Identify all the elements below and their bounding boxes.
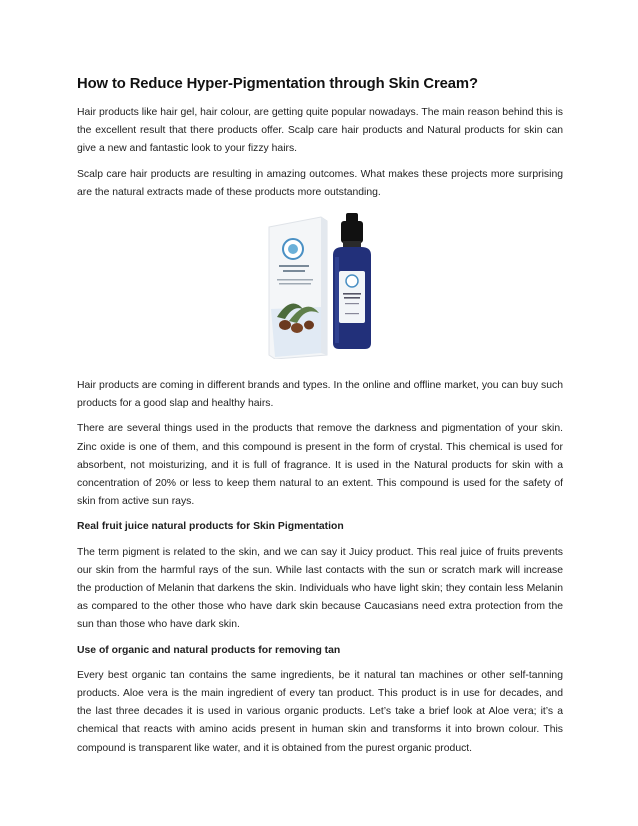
bottle-neck [343,241,361,247]
seed-icon [279,320,291,330]
box-text-line [283,270,305,272]
paragraph: There are several things used in the products that remove the darkness and pigmentation of your skin. Zinc oxide is one of them, and this compound is present in the form of crystal. This chemical is used for absorbent, not moisturizing, and it is full of fragrance. It is used in the Natural products for skin with a concentration of 20% or less to keep them natural to an extent. This compound is used for the safety of skin from active sun rays. [77,423,563,508]
label-text-line [345,303,359,304]
document-title: How to Reduce Hyper-Pigmentation through Skin Cream? [77,76,478,92]
box-text-line [279,283,311,285]
section-heading: Use of organic and natural products for removing tan [77,644,341,656]
section-heading: Real fruit juice natural products for Skin Pigmentation [77,521,344,533]
paragraph: Hair products are coming in different brands and types. In the online and offline market, you can buy such products for a good slap and healthy hairs. [77,380,563,410]
bottle-cap [341,221,363,243]
label-logo-icon [346,275,358,287]
seed-icon [304,321,314,330]
product-image [77,209,563,365]
paragraph: Hair products like hair gel, hair colour, are getting quite popular nowadays. The main reason behind this is the excellent result that there products offer. Scalp care hair products and Natural products for skin can give a new and fantastic look to your fizzy hairs. [77,107,563,155]
seed-icon [291,323,303,333]
document-body [77,76,563,765]
label-text-line [345,313,359,314]
serum-product-illustration [263,209,383,359]
paragraph: Every best organic tan contains the same ingredients, be it natural tan machines or other self-tanning products. Aloe vera is the main ingredient of every tan product. This product is in use for decades, and the last three decades it is used in various organic products. Let’s take a brief look at Aloe vera; it’s a chemical that reacts with amino acids present in human skin and transforms it into brown colour. This compound is transparent like water, and it is obtained from the purest organic product. [77,669,563,754]
bottle-highlight [335,257,339,343]
box-text-line [279,265,309,267]
label-text-line [344,297,360,299]
label-text-line [343,293,361,295]
box-text-line [277,279,313,281]
paragraph: Scalp care hair products are resulting in amazing outcomes. What makes these projects more surprising are the natural extracts made of these products more outstanding. [77,168,563,198]
product-box-side [321,217,327,355]
brand-logo-inner-icon [288,244,298,254]
paragraph: The term pigment is related to the skin, and we can say it Juicy product. This real juice of fruits prevents our skin from the harmful rays of the sun. While last contacts with the sun or scratch mark will increase the production of Melanin that darkens the skin. Individuals who have light skin; they contain less Melanin as compared to the other those who have dark skin because Caucasians need extra protection from the sun than those who have dark skin. [77,546,563,631]
